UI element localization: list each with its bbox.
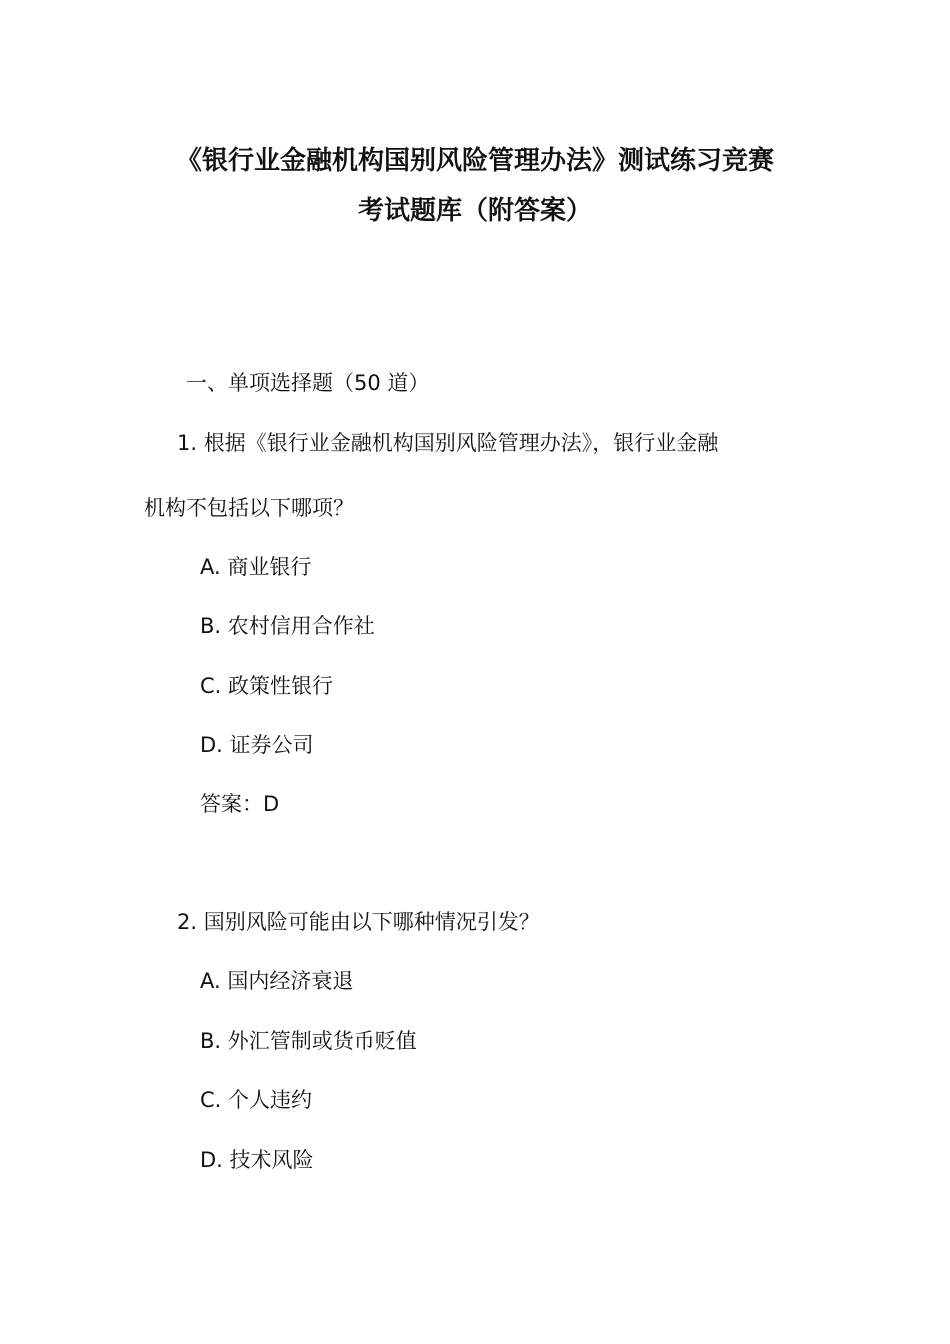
question-1-stem-line-2: 机构不包括以下哪项？ — [144, 496, 354, 520]
question-1-answer: 答案：D — [200, 792, 280, 816]
question-1-stem-line-1: 1. 根据《银行业金融机构国别风险管理办法》，银行业金融 — [177, 431, 719, 455]
question-2-option-a: A. 国内经济衰退 — [200, 969, 354, 993]
question-1-option-a: A. 商业银行 — [200, 555, 312, 579]
question-2-option-d: D. 技术风险 — [200, 1148, 314, 1172]
question-1-option-d: D. 证券公司 — [200, 733, 314, 757]
question-2-option-b: B. 外汇管制或货币贬值 — [200, 1029, 417, 1053]
document-title-line-1: 《银行业金融机构国别风险管理办法》测试练习竞赛 — [175, 146, 774, 176]
question-1-option-b: B. 农村信用合作社 — [200, 614, 375, 638]
question-1-option-c: C. 政策性银行 — [200, 674, 334, 698]
question-2-stem-line-1: 2. 国别风险可能由以下哪种情况引发？ — [177, 910, 540, 934]
section-heading: 一、单项选择题（50 道） — [186, 371, 430, 395]
document-title-line-2: 考试题库（附答案） — [357, 196, 592, 226]
question-2-option-c: C. 个人违约 — [200, 1088, 313, 1112]
